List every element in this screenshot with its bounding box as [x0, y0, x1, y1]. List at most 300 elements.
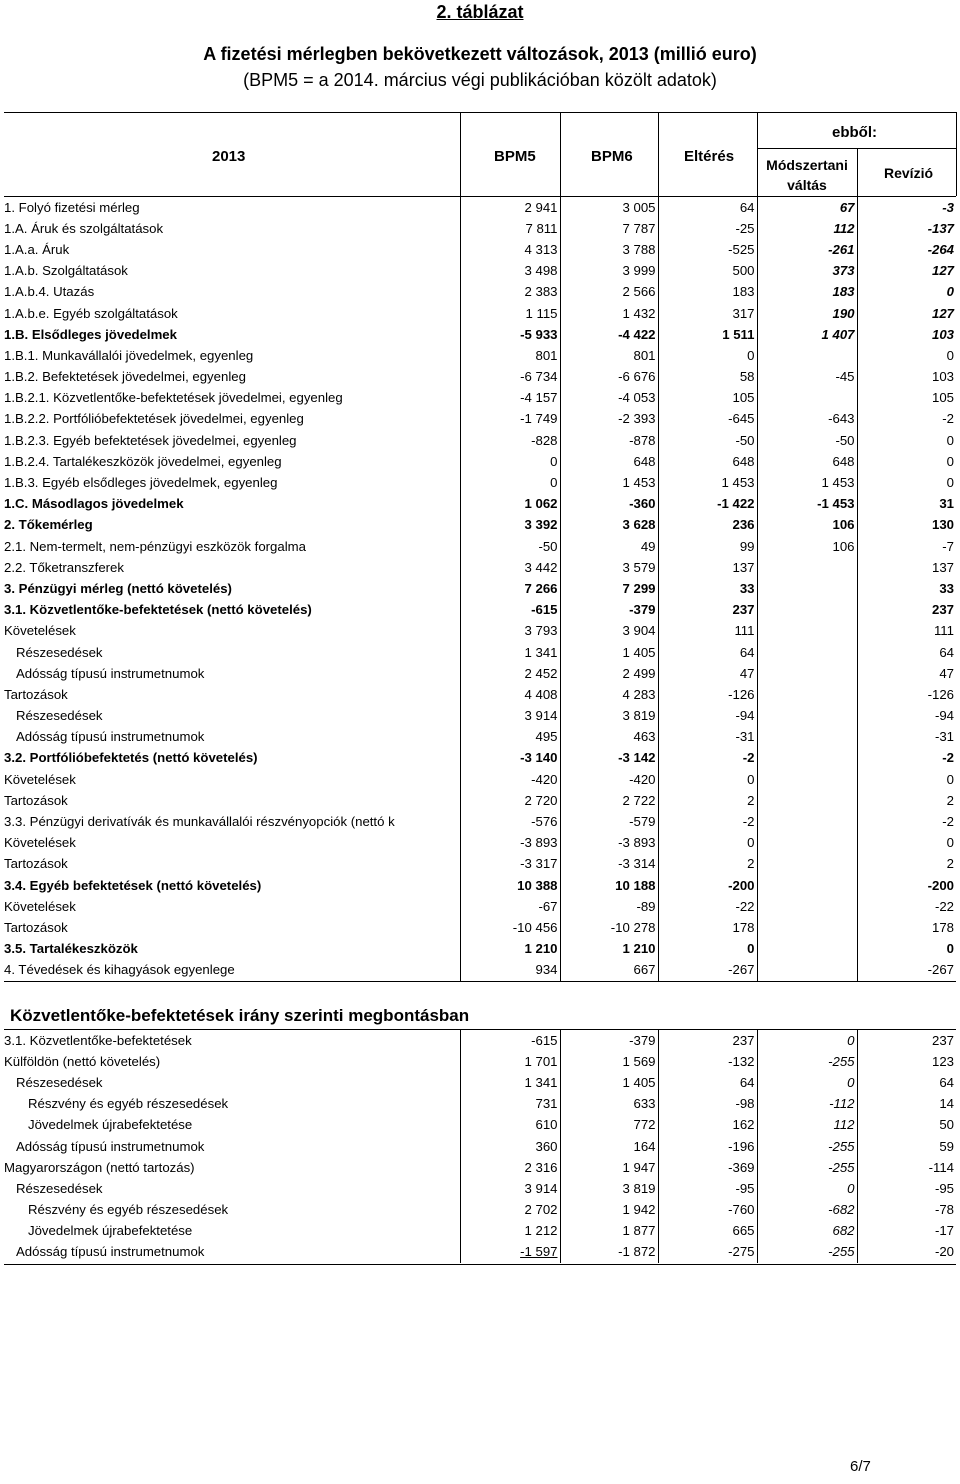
header-bpm6: BPM6 [591, 148, 633, 165]
cell-bpm5: 3 914 [460, 1178, 560, 1199]
table-row [4, 790, 956, 811]
cell-bpm5: 2 702 [460, 1200, 560, 1221]
cell-reviz: -3 [942, 199, 954, 215]
cell-bpm6: 801 [560, 345, 658, 366]
cell-reviz: 47 [939, 665, 954, 681]
cell-modsz: 0 [757, 1178, 857, 1199]
cell-reviz: -2 [942, 411, 954, 427]
table-row [4, 1221, 956, 1242]
table-row [4, 642, 956, 663]
table-row [4, 409, 956, 430]
cell-modsz [757, 706, 857, 727]
cell-modsz [757, 388, 857, 409]
cell-elteres: -126 [658, 684, 757, 705]
cell-label: Követelések [4, 621, 460, 642]
cell-bpm5: -1 597 [460, 1242, 560, 1263]
section2-bottom-rule [4, 1264, 956, 1265]
cell-bpm5: 801 [460, 345, 560, 366]
table-row [4, 1242, 956, 1263]
table-row [4, 324, 956, 345]
header-ebbol: ebből: [832, 124, 877, 141]
cell-bpm6: 1 569 [560, 1051, 658, 1072]
cell-modsz: -1 453 [757, 494, 857, 515]
cell-elteres: 178 [658, 917, 757, 938]
cell-bpm5: -6 734 [460, 367, 560, 388]
cell-elteres: 237 [658, 1030, 757, 1051]
cell-label: Tartozások [4, 790, 460, 811]
cell-elteres: 99 [658, 536, 757, 557]
cell-reviz: 64 [939, 1074, 954, 1090]
cell-label: 2.2. Tőketranszferek [4, 557, 460, 578]
cell-reviz: -200 [927, 877, 954, 893]
table-row [4, 917, 956, 938]
cell-bpm5: -67 [460, 896, 560, 917]
cell-reviz: 127 [931, 305, 954, 321]
header-modszertani-valtas: Módszertani váltás [766, 157, 848, 193]
cell-bpm5: -4 157 [460, 388, 560, 409]
cell-modsz: -643 [757, 409, 857, 430]
cell-bpm6: 667 [560, 960, 658, 981]
cell-elteres: 648 [658, 451, 757, 472]
cell-bpm5: 2 720 [460, 790, 560, 811]
cell-label: 3.1. Közvetlentőke-befektetések [4, 1030, 460, 1051]
table-row [4, 706, 956, 727]
cell-elteres: 64 [658, 197, 757, 218]
cell-modsz [757, 833, 857, 854]
cell-bpm6: -10 278 [560, 917, 658, 938]
cell-bpm6: 3 579 [560, 557, 658, 578]
header-divider-2 [560, 112, 561, 196]
cell-label: Részesedések [4, 706, 460, 727]
cell-elteres: 64 [658, 642, 757, 663]
cell-label: Követelések [4, 769, 460, 790]
cell-label: 3.1. Közvetlentőke-befektetések (nettó követelés) [4, 600, 460, 621]
table-row [4, 282, 956, 303]
table-row [4, 600, 956, 621]
cell-modsz: -255 [757, 1242, 857, 1263]
cell-bpm6: 1 942 [560, 1200, 658, 1221]
cell-reviz: 64 [939, 644, 954, 660]
cell-modsz [757, 769, 857, 790]
cell-elteres: -267 [658, 960, 757, 981]
cell-bpm6: -878 [560, 430, 658, 451]
document-title: A fizetési mérlegben bekövetkezett változások, 2013 (millió euro) [203, 44, 757, 64]
cell-bpm5: 10 388 [460, 875, 560, 896]
cell-elteres: 1 453 [658, 472, 757, 493]
cell-elteres: -645 [658, 409, 757, 430]
cell-modsz [757, 939, 857, 960]
cell-bpm5: 360 [460, 1136, 560, 1157]
cell-reviz: -137 [927, 220, 954, 236]
cell-bpm6: 7 787 [560, 218, 658, 239]
table-row [4, 896, 956, 917]
cell-modsz [757, 621, 857, 642]
cell-bpm6: -579 [560, 811, 658, 832]
header-divider-1 [460, 112, 461, 196]
cell-bpm5: 0 [460, 451, 560, 472]
cell-label: 2. Tőkemérleg [4, 515, 460, 536]
cell-elteres: 0 [658, 345, 757, 366]
cell-elteres: 105 [658, 388, 757, 409]
cell-bpm5: 495 [460, 727, 560, 748]
cell-elteres: -200 [658, 875, 757, 896]
cell-reviz: 123 [931, 1053, 954, 1069]
cell-reviz: 0 [946, 771, 954, 787]
cell-reviz: -17 [934, 1223, 954, 1239]
cell-bpm6: 3 628 [560, 515, 658, 536]
cell-modsz [757, 727, 857, 748]
cell-label: 3. Pénzügyi mérleg (nettó követelés) [4, 578, 460, 599]
cell-elteres: 236 [658, 515, 757, 536]
cell-bpm5: -3 317 [460, 854, 560, 875]
table-row [4, 811, 956, 832]
cell-label: Részvény és egyéb részesedések [4, 1200, 460, 1221]
table-row [4, 684, 956, 705]
cell-label: 1.B.2.1. Közvetlentőke-befektetések jövedelmei, egyenleg [4, 388, 460, 409]
cell-bpm5: 7 811 [460, 218, 560, 239]
cell-bpm6: 4 283 [560, 684, 658, 705]
cell-bpm5: -1 749 [460, 409, 560, 430]
cell-modsz [757, 642, 857, 663]
main-table-bottom-rule [4, 981, 956, 982]
cell-reviz: -114 [928, 1159, 954, 1175]
cell-elteres: 183 [658, 282, 757, 303]
cell-reviz: 0 [946, 941, 954, 957]
cell-reviz: 2 [946, 792, 954, 808]
cell-bpm5: 3 442 [460, 557, 560, 578]
cell-label: Tartozások [4, 684, 460, 705]
header-divider-6 [956, 112, 957, 196]
header-divider-3 [658, 112, 659, 196]
table-row [4, 1115, 956, 1136]
cell-bpm5: 3 498 [460, 261, 560, 282]
cell-label: 1.A.b.4. Utazás [4, 282, 460, 303]
cell-reviz: 0 [946, 835, 954, 851]
cell-reviz: 33 [939, 580, 954, 596]
table-row [4, 663, 956, 684]
table-row [4, 1051, 956, 1072]
cell-label: Adósság típusú instrumetnumok [4, 727, 460, 748]
cell-bpm6: 3 904 [560, 621, 658, 642]
cell-label: 1. Folyó fizetési mérleg [4, 197, 460, 218]
cell-label: 1.B.2. Befektetések jövedelmei, egyenleg [4, 367, 460, 388]
cell-modsz: -261 [757, 239, 857, 260]
cell-elteres: 237 [658, 600, 757, 621]
cell-modsz [757, 557, 857, 578]
cell-elteres: 317 [658, 303, 757, 324]
cell-label: Külföldön (nettó követelés) [4, 1051, 460, 1072]
table-row [4, 536, 956, 557]
cell-bpm5: 1 341 [460, 642, 560, 663]
cell-label: 1.C. Másodlagos jövedelmek [4, 494, 460, 515]
cell-bpm6: 772 [560, 1115, 658, 1136]
cell-bpm5: -828 [460, 430, 560, 451]
table-row [4, 1178, 956, 1199]
cell-reviz: 50 [939, 1117, 954, 1133]
table-row [4, 261, 956, 282]
cell-modsz: 106 [757, 515, 857, 536]
cell-label: Részesedések [4, 1178, 460, 1199]
cell-modsz [757, 875, 857, 896]
cell-reviz: 59 [939, 1138, 954, 1154]
cell-reviz: -264 [927, 241, 954, 257]
cell-bpm5: 4 313 [460, 239, 560, 260]
cell-bpm6: -2 393 [560, 409, 658, 430]
header-divider-5 [857, 148, 858, 196]
cell-bpm6: -1 872 [560, 1242, 658, 1263]
cell-label: 1.A.b. Szolgáltatások [4, 261, 460, 282]
cell-bpm5: -3 893 [460, 833, 560, 854]
cell-reviz: 130 [931, 517, 954, 533]
cell-reviz: 31 [939, 496, 954, 512]
cell-modsz: 648 [757, 451, 857, 472]
cell-bpm6: 164 [560, 1136, 658, 1157]
cell-bpm6: -379 [560, 1030, 658, 1051]
cell-modsz: -50 [757, 430, 857, 451]
cell-elteres: 1 511 [658, 324, 757, 345]
cell-modsz: 1 453 [757, 472, 857, 493]
cell-label: 1.B.3. Egyéb elsődleges jövedelmek, egyenleg [4, 472, 460, 493]
cell-label: 1.A. Áruk és szolgáltatások [4, 218, 460, 239]
cell-elteres: -196 [658, 1136, 757, 1157]
cell-elteres: -275 [658, 1242, 757, 1263]
cell-bpm6: 3 005 [560, 197, 658, 218]
cell-modsz: -112 [757, 1094, 857, 1115]
table-row [4, 1136, 956, 1157]
cell-modsz: 190 [757, 303, 857, 324]
table-row [4, 1072, 956, 1093]
cell-modsz: -255 [757, 1051, 857, 1072]
cell-bpm6: 49 [560, 536, 658, 557]
cell-elteres: 64 [658, 1072, 757, 1093]
cell-reviz: 137 [931, 559, 954, 575]
cell-modsz: -682 [757, 1200, 857, 1221]
cell-reviz: 0 [946, 453, 954, 469]
cell-modsz [757, 790, 857, 811]
cell-modsz [757, 345, 857, 366]
table-row [4, 494, 956, 515]
cell-label: Részesedések [4, 1072, 460, 1093]
cell-modsz [757, 811, 857, 832]
cell-elteres: -525 [658, 239, 757, 260]
cell-reviz: -2 [942, 750, 954, 766]
cell-elteres: 500 [658, 261, 757, 282]
cell-modsz: -255 [757, 1157, 857, 1178]
table-row [4, 239, 956, 260]
table-row [4, 939, 956, 960]
cell-elteres: 0 [658, 833, 757, 854]
cell-label: 3.5. Tartalékeszközök [4, 939, 460, 960]
cell-bpm5: -420 [460, 769, 560, 790]
cell-reviz: 14 [939, 1096, 954, 1112]
cell-modsz [757, 663, 857, 684]
cell-elteres: -31 [658, 727, 757, 748]
cell-modsz: -45 [757, 367, 857, 388]
table-row [4, 1094, 956, 1115]
cell-elteres: -98 [658, 1094, 757, 1115]
table-row [4, 578, 956, 599]
cell-bpm5: -615 [460, 600, 560, 621]
cell-modsz: 106 [757, 536, 857, 557]
cell-bpm6: 3 819 [560, 706, 658, 727]
fdi-direction-table [4, 1030, 956, 1263]
cell-label: 1.B.2.3. Egyéb befektetések jövedelmei, egyenleg [4, 430, 460, 451]
cell-modsz: 112 [757, 218, 857, 239]
cell-bpm6: -89 [560, 896, 658, 917]
cell-label: 2.1. Nem-termelt, nem-pénzügyi eszközök forgalma [4, 536, 460, 557]
cell-bpm5: 3 793 [460, 621, 560, 642]
cell-reviz: 0 [946, 347, 954, 363]
cell-reviz: 178 [931, 919, 954, 935]
cell-reviz: -94 [934, 708, 954, 724]
cell-bpm5: -615 [460, 1030, 560, 1051]
cell-reviz: -20 [934, 1244, 954, 1260]
cell-reviz: -267 [927, 962, 954, 978]
cell-label: 1.B.1. Munkavállalói jövedelmek, egyenleg [4, 345, 460, 366]
cell-modsz: 373 [757, 261, 857, 282]
page-number: 6/7 [850, 1458, 871, 1475]
cell-reviz: -7 [942, 538, 954, 554]
cell-bpm6: 648 [560, 451, 658, 472]
cell-bpm6: 1 453 [560, 472, 658, 493]
cell-label: Tartozások [4, 917, 460, 938]
section2-top-rule [4, 1029, 956, 1030]
cell-label: Adósság típusú instrumetnumok [4, 663, 460, 684]
cell-bpm6: -379 [560, 600, 658, 621]
cell-label: 3.2. Portfólióbefektetés (nettó követelés) [4, 748, 460, 769]
cell-modsz: 0 [757, 1030, 857, 1051]
table-row [4, 557, 956, 578]
cell-bpm5: 3 392 [460, 515, 560, 536]
cell-bpm6: 463 [560, 727, 658, 748]
cell-label: Jövedelmek újrabefektetése [4, 1115, 460, 1136]
cell-bpm5: 731 [460, 1094, 560, 1115]
cell-elteres: 47 [658, 663, 757, 684]
cell-modsz [757, 600, 857, 621]
cell-bpm6: 1 947 [560, 1157, 658, 1178]
cell-label: Tartozások [4, 854, 460, 875]
cell-label: 1.A.b.e. Egyéb szolgáltatások [4, 303, 460, 324]
cell-modsz: 67 [757, 197, 857, 218]
cell-bpm6: 2 722 [560, 790, 658, 811]
cell-bpm6: 2 566 [560, 282, 658, 303]
cell-modsz: 1 407 [757, 324, 857, 345]
table-row [4, 621, 956, 642]
table-row [4, 1200, 956, 1221]
cell-bpm6: -360 [560, 494, 658, 515]
cell-label: 1.A.a. Áruk [4, 239, 460, 260]
cell-bpm6: 1 405 [560, 642, 658, 663]
cell-bpm5: 2 452 [460, 663, 560, 684]
cell-bpm5: 934 [460, 960, 560, 981]
cell-reviz: 105 [931, 390, 954, 406]
table-row [4, 345, 956, 366]
cell-reviz: 103 [931, 369, 954, 385]
cell-elteres: 111 [658, 621, 757, 642]
cell-bpm6: 1 405 [560, 1072, 658, 1093]
cell-bpm5: -5 933 [460, 324, 560, 345]
cell-bpm5: -10 456 [460, 917, 560, 938]
table-row [4, 472, 956, 493]
cell-bpm5: 2 941 [460, 197, 560, 218]
cell-modsz: 112 [757, 1115, 857, 1136]
cell-label: Követelések [4, 896, 460, 917]
cell-bpm5: 2 383 [460, 282, 560, 303]
cell-bpm5: 1 115 [460, 303, 560, 324]
cell-bpm6: -6 676 [560, 367, 658, 388]
table-row [4, 854, 956, 875]
cell-elteres: -2 [658, 811, 757, 832]
cell-bpm5: 1 062 [460, 494, 560, 515]
cell-label: 3.3. Pénzügyi derivatívák és munkavállalói részvényopciók (nettó k [4, 811, 460, 832]
cell-label: Követelések [4, 833, 460, 854]
table-row [4, 197, 956, 218]
cell-bpm5: 7 266 [460, 578, 560, 599]
cell-bpm5: 3 914 [460, 706, 560, 727]
cell-elteres: 162 [658, 1115, 757, 1136]
cell-elteres: 0 [658, 939, 757, 960]
cell-bpm6: 1 432 [560, 303, 658, 324]
cell-reviz: 103 [931, 326, 954, 342]
cell-elteres: -25 [658, 218, 757, 239]
header-divider-4 [757, 112, 758, 196]
cell-modsz [757, 854, 857, 875]
cell-reviz: 2 [946, 856, 954, 872]
cell-label: Adósság típusú instrumetnumok [4, 1242, 460, 1263]
cell-bpm5: 4 408 [460, 684, 560, 705]
cell-bpm6: -3 142 [560, 748, 658, 769]
cell-elteres: 2 [658, 854, 757, 875]
section2-title: Közvetlentőke-befektetések irány szerinti megbontásban [10, 1006, 470, 1025]
cell-bpm5: 2 316 [460, 1157, 560, 1178]
cell-bpm6: 1 877 [560, 1221, 658, 1242]
table-row [4, 515, 956, 536]
cell-modsz [757, 917, 857, 938]
cell-bpm5: -576 [460, 811, 560, 832]
cell-modsz [757, 578, 857, 599]
cell-label: 3.4. Egyéb befektetések (nettó követelés) [4, 875, 460, 896]
cell-elteres: -1 422 [658, 494, 757, 515]
cell-bpm6: -3 893 [560, 833, 658, 854]
cell-reviz: 237 [931, 1032, 954, 1048]
cell-bpm6: -3 314 [560, 854, 658, 875]
cell-modsz [757, 684, 857, 705]
cell-label: Részvény és egyéb részesedések [4, 1094, 460, 1115]
table-row [4, 1030, 956, 1051]
cell-modsz: 0 [757, 1072, 857, 1093]
cell-modsz: 682 [757, 1221, 857, 1242]
table-row [4, 388, 956, 409]
cell-elteres: -760 [658, 1200, 757, 1221]
table-row [4, 727, 956, 748]
table-row [4, 960, 956, 981]
cell-elteres: 0 [658, 769, 757, 790]
cell-elteres: -132 [658, 1051, 757, 1072]
cell-label: 1.B.2.4. Tartalékeszközök jövedelmei, egyenleg [4, 451, 460, 472]
cell-elteres: 33 [658, 578, 757, 599]
header-year: 2013 [212, 148, 246, 165]
table-number-title: 2. táblázat [436, 2, 524, 22]
cell-reviz: -78 [934, 1202, 954, 1218]
header-bpm5: BPM5 [494, 148, 536, 165]
table-row [4, 303, 956, 324]
cell-bpm5: 1 212 [460, 1221, 560, 1242]
cell-label: Adósság típusú instrumetnumok [4, 1136, 460, 1157]
cell-label: 4. Tévedések és kihagyások egyenlege [4, 960, 460, 981]
cell-elteres: 665 [658, 1221, 757, 1242]
cell-bpm6: 2 499 [560, 663, 658, 684]
cell-reviz: -95 [934, 1180, 954, 1196]
